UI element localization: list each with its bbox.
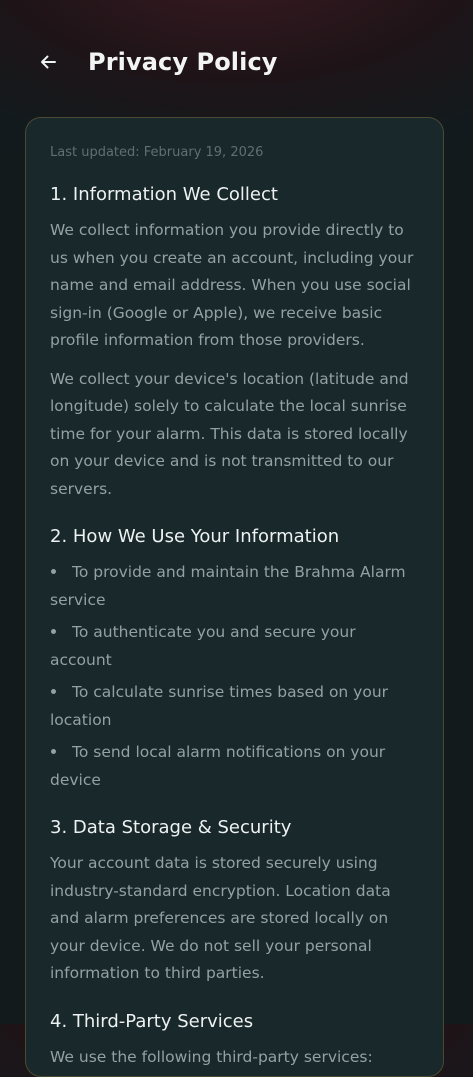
- bullet-icon: [51, 749, 56, 754]
- policy-section: [50, 1010, 419, 1072]
- arrow-left-icon: [39, 53, 57, 71]
- section-paragraph: Your account data is stored securely using industry-standard encryption. Location data and alarm preferences are stored locally on your device. We do not sell your personal information to third parties.: [50, 854, 391, 982]
- section-heading: 1. Information We Collect: [50, 184, 278, 205]
- list-item: [50, 739, 419, 794]
- bullet-icon: [51, 629, 56, 634]
- list-item: [50, 619, 419, 674]
- bullet-list: [50, 559, 419, 794]
- policy-section: [50, 816, 419, 988]
- section-heading: 3. Data Storage & Security: [50, 817, 292, 838]
- back-button[interactable]: [30, 44, 66, 80]
- section-heading: 4. Third-Party Services: [50, 1010, 254, 1032]
- list-item-text: To send local alarm notifications on your device: [50, 743, 386, 789]
- app-header: [0, 0, 473, 120]
- last-updated-text: Last updated: February 19, 2026: [50, 145, 264, 160]
- section-paragraph: We collect your device's location (latitude and longitude) solely to calculate the local sunrise time for your alarm. This data is stored locally on your device and is not transmitted to our servers.: [50, 369, 409, 498]
- policy-card: [25, 117, 444, 1077]
- list-item-text: To calculate sunrise times based on your location: [50, 683, 389, 729]
- policy-section: [50, 525, 419, 794]
- page-title: Privacy Policy: [88, 48, 278, 76]
- bullet-icon: [51, 569, 56, 574]
- section-heading: 2. How We Use Your Information: [50, 526, 340, 547]
- list-item: [50, 679, 419, 734]
- policy-section: [50, 183, 419, 503]
- list-item-text: To authenticate you and secure your account: [50, 623, 356, 669]
- bullet-icon: [51, 689, 56, 694]
- list-item: [50, 559, 419, 614]
- section-paragraph: We use the following third-party services:: [50, 1047, 373, 1066]
- section-paragraph: We collect information you provide directly to us when you create an account, including your name and email address. When you use social sign-in (Google or Apple), we receive basic profile information from those providers.: [50, 221, 414, 349]
- list-item-text: To provide and maintain the Brahma Alarm service: [50, 563, 406, 609]
